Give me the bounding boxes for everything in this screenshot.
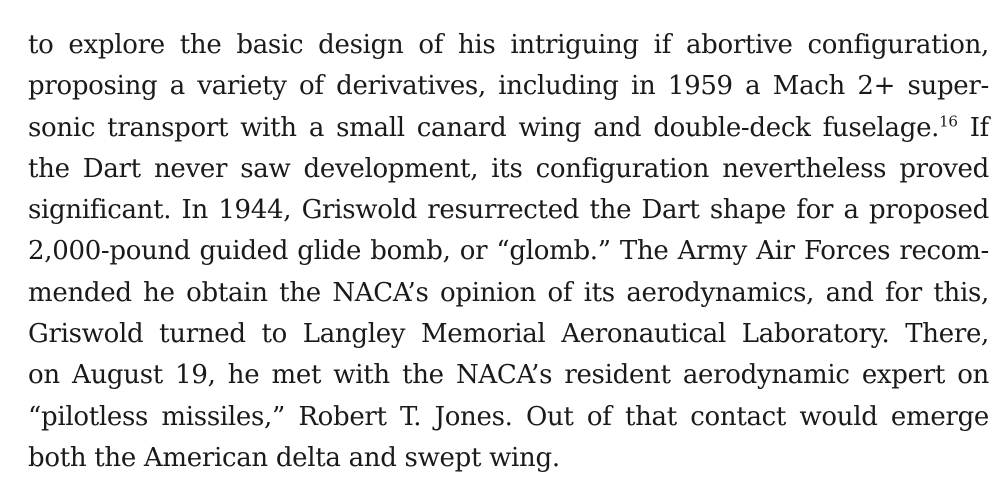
text-line-1: to explore the basic design of his intriguing if abortive configuration, [28,30,989,60]
footnote-reference[interactable]: 16 [939,111,958,130]
text-line-2: proposing a variety of derivatives, including in 1959 a Mach 2+ super- [28,71,989,102]
text-line-6: 2,000-pound guided glide bomb, or “glomb.” The Army Air Forces recom- [28,236,989,267]
text-line-8: Griswold turned to Langley Memorial Aeronautical Laboratory. There, [28,319,989,350]
text-line-7: mended he obtain the NACA’s opinion of its aerodynamics, and for this, [28,277,989,308]
text-line-10: “pilotless missiles,” Robert T. Jones. Out of that contact would emerge [28,401,989,432]
text-line-4: the Dart never saw development, its configuration nevertheless proved [28,153,989,184]
text-line-3-main: sonic transport with a small canard wing and double-deck fuselage. [28,112,940,143]
text-line-3 [28,108,989,149]
body-paragraph [28,25,989,479]
text-line-9: on August 19, he met with the NACA’s resident aerodynamic expert on [28,360,989,391]
text-line-11: both the American delta and swept wing. [28,442,560,473]
text-line-3-tail: If [957,112,989,143]
text-line-5: significant. In 1944, Griswold resurrected the Dart shape for a proposed [28,195,989,226]
